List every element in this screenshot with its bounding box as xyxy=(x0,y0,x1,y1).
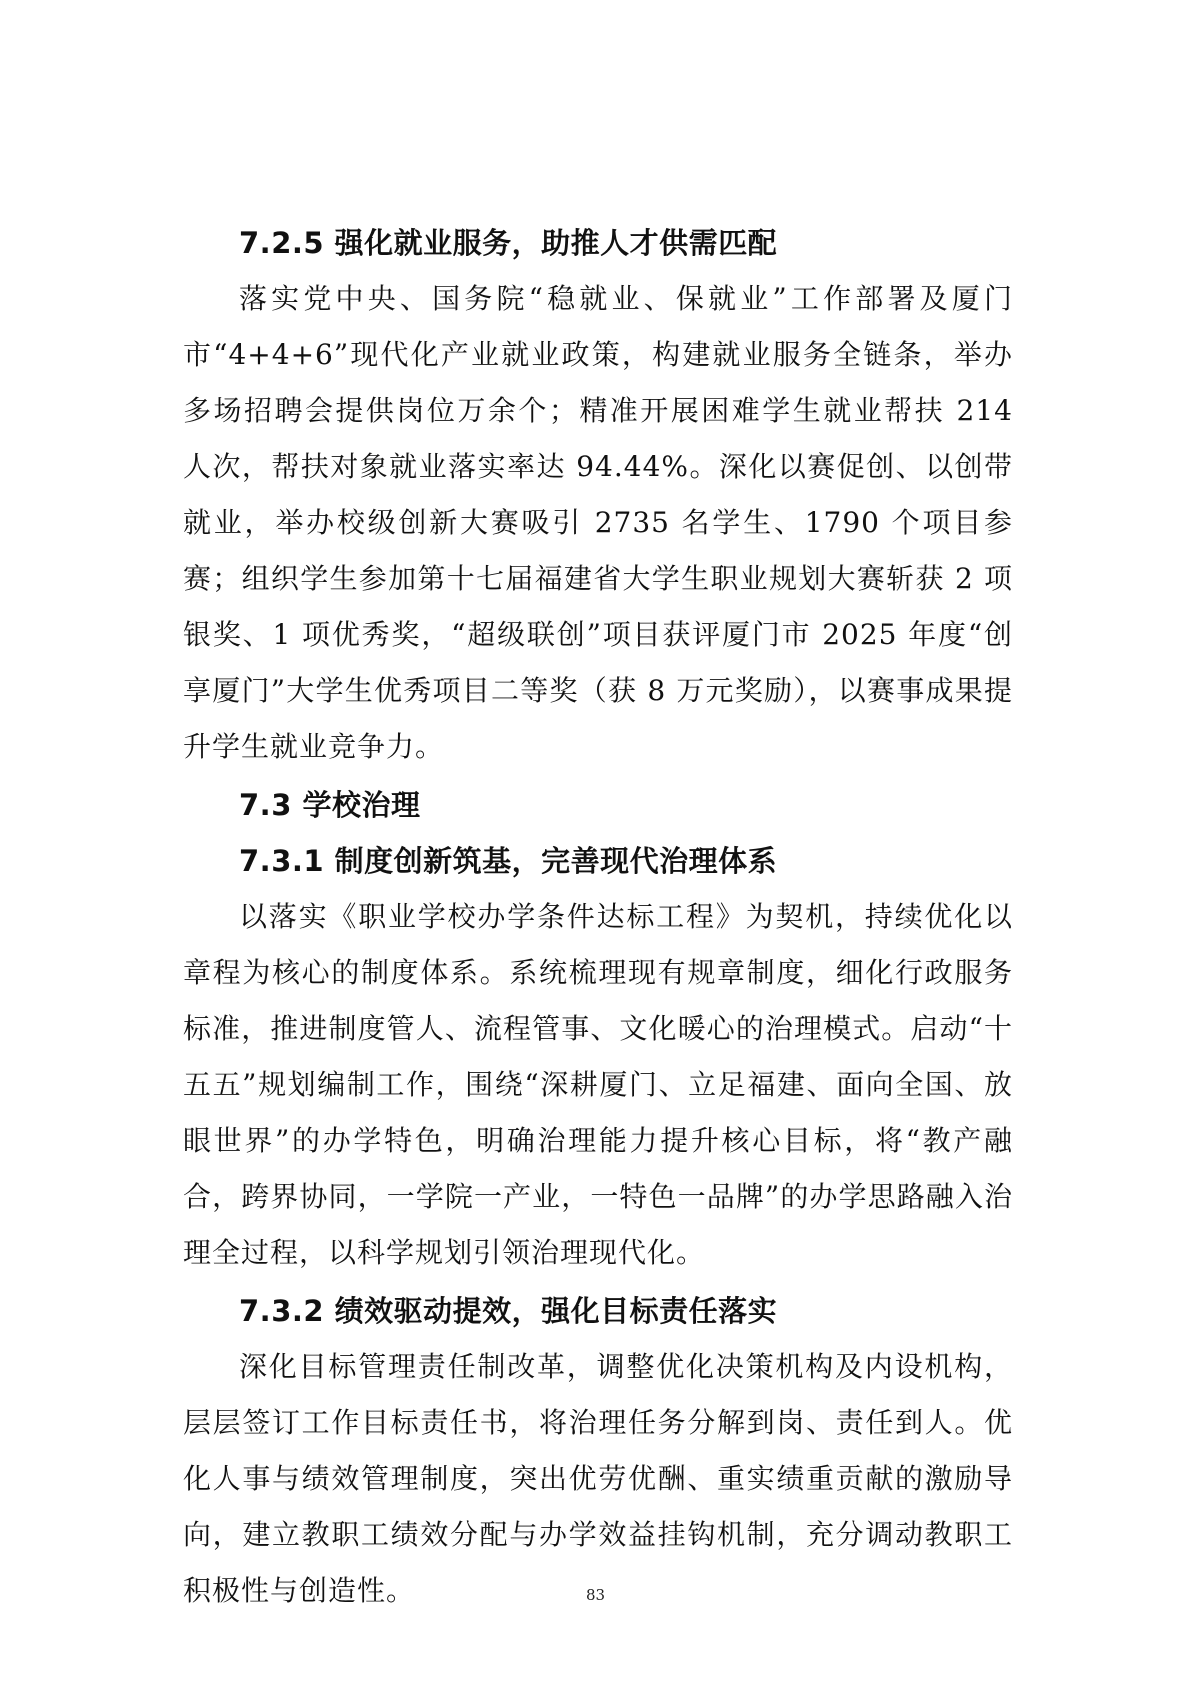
paragraph-institutional-innovation: 以落实《职业学校办学条件达标工程》为契机，持续优化以章程为核心的制度体系。系统梳理现有规章制度，细化行政服务标准，推进制度管人、流程管事、文化暖心的治理模式。启动“十五五”规划编制工作，围绕“深耕厦门、立足福建、面向全国、放眼世界”的办学特色，明确治理能力提升核心目标，将“教产融合，跨界协同，一学院一产业，一特色一品牌”的办学思路融入治理全过程，以科学规划引领治理现代化。 xyxy=(183,900,1013,1269)
heading-7-3-2: 7.3.2 绩效驱动提效，强化目标责任落实 xyxy=(239,1294,778,1328)
paragraph-employment-services: 落实党中央、国务院“稳就业、保就业”工作部署及厦门市“4+4+6”现代化产业就业政策，构建就业服务全链条，举办多场招聘会提供岗位万余个；精准开展困难学生就业帮扶 214 人次，帮扶对象就业落实率达 94.44%。深化以赛促创、以创带就业，举办校级创新大赛吸引 2735 名学生、1790 个项目参赛；组织学生参加第十七届福建省大学生职业规划大赛斩获 2 项银奖、1 项优秀奖，“超级联创”项目获评厦门市 2025 年度“创享厦门”大学生优秀项目二等奖（获 8 万元奖励），以赛事成果提升学生就业竞争力。 xyxy=(183,282,1013,763)
paragraph-performance-management: 深化目标管理责任制改革，调整优化决策机构及内设机构，层层签订工作目标责任书，将治理任务分解到岗、责任到人。优化人事与绩效管理制度，突出优劳优酬、重实绩重贡献的激励导向，建立教职工绩效分配与办学效益挂钩机制，充分调动教职工积极性与创造性。 xyxy=(183,1350,1013,1607)
page-number: 83 xyxy=(585,1586,606,1604)
heading-7-3: 7.3 学校治理 xyxy=(239,788,421,822)
page-content xyxy=(183,215,1013,1619)
heading-7-3-1: 7.3.1 制度创新筑基，完善现代治理体系 xyxy=(239,844,778,878)
heading-7-2-5: 7.2.5 强化就业服务，助推人才供需匹配 xyxy=(239,226,778,260)
